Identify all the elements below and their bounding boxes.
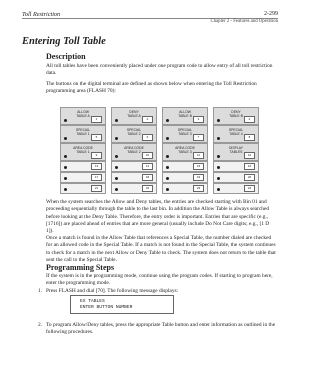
description-para-2: The buttons on the digital terminal are defined as shown below when entering the Toll Restriction programming area (FLASH 70): bbox=[46, 81, 257, 95]
terminal-button: AREA CODE TABLE 3 11 bbox=[162, 143, 208, 161]
terminal-button: ALLOW TABLE A 1 bbox=[60, 107, 106, 125]
led-icon bbox=[217, 177, 220, 180]
terminal-button: 23 bbox=[162, 183, 208, 194]
led-icon bbox=[64, 188, 67, 191]
led-icon bbox=[115, 166, 118, 169]
led-icon bbox=[217, 188, 220, 191]
lcd-line-1: EX TABLES bbox=[80, 299, 105, 304]
terminal-button: 13 bbox=[60, 161, 106, 172]
page-title: Entering Toll Table bbox=[22, 36, 106, 47]
led-icon bbox=[217, 166, 220, 169]
terminal-button: 15 bbox=[162, 161, 208, 172]
programming-intro-para: If the system is in the programming mode, continue using the program codes. If starting to program here, enter the programming mode. bbox=[46, 273, 273, 287]
terminal-button: 18 bbox=[111, 172, 157, 183]
terminal-button: 17 bbox=[60, 172, 106, 183]
terminal-button: ALLOW TABLE B 3 bbox=[162, 107, 208, 125]
terminal-button: 19 bbox=[162, 172, 208, 183]
terminal-button: 14 bbox=[111, 161, 157, 172]
running-header-title: Toll Restriction bbox=[22, 11, 61, 18]
programming-steps-heading: Programming Steps bbox=[46, 263, 115, 272]
step-2-text: To program Allow/Deny tables, press the appropriate Table button and enter information as outlined in the following procedures. bbox=[46, 322, 276, 336]
terminal-button: SPECIAL TABLE 4 8 bbox=[213, 125, 259, 143]
led-icon bbox=[166, 119, 169, 122]
terminal-button: SPECIAL TABLE 1 5 bbox=[60, 125, 106, 143]
led-icon bbox=[115, 177, 118, 180]
led-icon bbox=[64, 166, 67, 169]
led-icon bbox=[115, 119, 118, 122]
led-icon bbox=[166, 166, 169, 169]
led-icon bbox=[64, 137, 67, 140]
terminal-button: DENY TABLE A 2 bbox=[111, 107, 157, 125]
led-icon bbox=[166, 188, 169, 191]
led-icon bbox=[166, 177, 169, 180]
led-icon bbox=[166, 155, 169, 158]
led-icon bbox=[64, 177, 67, 180]
terminal-button: 24 bbox=[213, 183, 259, 194]
terminal-button: DENY TABLE B 4 bbox=[213, 107, 259, 125]
terminal-button: 22 bbox=[111, 183, 157, 194]
led-icon bbox=[115, 155, 118, 158]
terminal-button: 21 bbox=[60, 183, 106, 194]
led-icon bbox=[64, 119, 67, 122]
chapter-subtitle: Chapter 2 - Features and Operation bbox=[210, 19, 278, 24]
description-para-1: All toll tables have been conveniently placed under one program code to allow entry of all toll restriction data. bbox=[46, 63, 273, 77]
terminal-button: 16 bbox=[213, 161, 259, 172]
led-icon bbox=[217, 155, 220, 158]
led-icon bbox=[115, 188, 118, 191]
step-number: 1. bbox=[38, 288, 43, 294]
description-heading: Description bbox=[46, 52, 86, 61]
step-2 bbox=[38, 322, 278, 337]
terminal-button: SPECIAL TABLE 2 6 bbox=[111, 125, 157, 143]
terminal-button: AREA CODE TABLE 2 10 bbox=[111, 143, 157, 161]
led-icon bbox=[217, 119, 220, 122]
special-table-para: Once a match is found in the Allow Table that references a Special Table, the number dialed are checked for an allowed code in the Special Table. If a match is not found in the Special Table, the system continues to check for a match in the next Allow or Deny Table to check. The system does not return to the table that sent the call to the Special Table. bbox=[46, 235, 276, 263]
terminal-button: SPECIAL TABLE 3 7 bbox=[162, 125, 208, 143]
lcd-line-2: ENTER BUTTON NUMBER bbox=[80, 305, 133, 310]
search-order-para: When the system searches the Allow and Deny tables, the entries are checked starting with Bin 01 and proceeding sequentially through the table to the last bin. In addition the Allow Table is always searched before looking at the Deny Table. Therefore, the entry order is important. Entries that are specific (e.g., [1716]) are placed ahead of entries that are more general (usually include Do Not Care digits; e.g., [1 D 1]). bbox=[46, 199, 270, 235]
terminal-button: DISPLAY TABLES 12 bbox=[213, 143, 259, 161]
led-icon bbox=[166, 137, 169, 140]
led-icon bbox=[64, 155, 67, 158]
terminal-button: AREA CODE TABLE 1 9 bbox=[60, 143, 106, 161]
step-1-text: Press FLASH and dial [70]. The following message displays: bbox=[46, 288, 179, 294]
lcd-display bbox=[70, 295, 174, 314]
led-icon bbox=[115, 137, 118, 140]
button-layout-grid bbox=[60, 107, 260, 195]
step-number: 2. bbox=[38, 322, 43, 328]
page-number: 2-299 bbox=[264, 11, 278, 17]
led-icon bbox=[217, 137, 220, 140]
terminal-button: 20 bbox=[213, 172, 259, 183]
